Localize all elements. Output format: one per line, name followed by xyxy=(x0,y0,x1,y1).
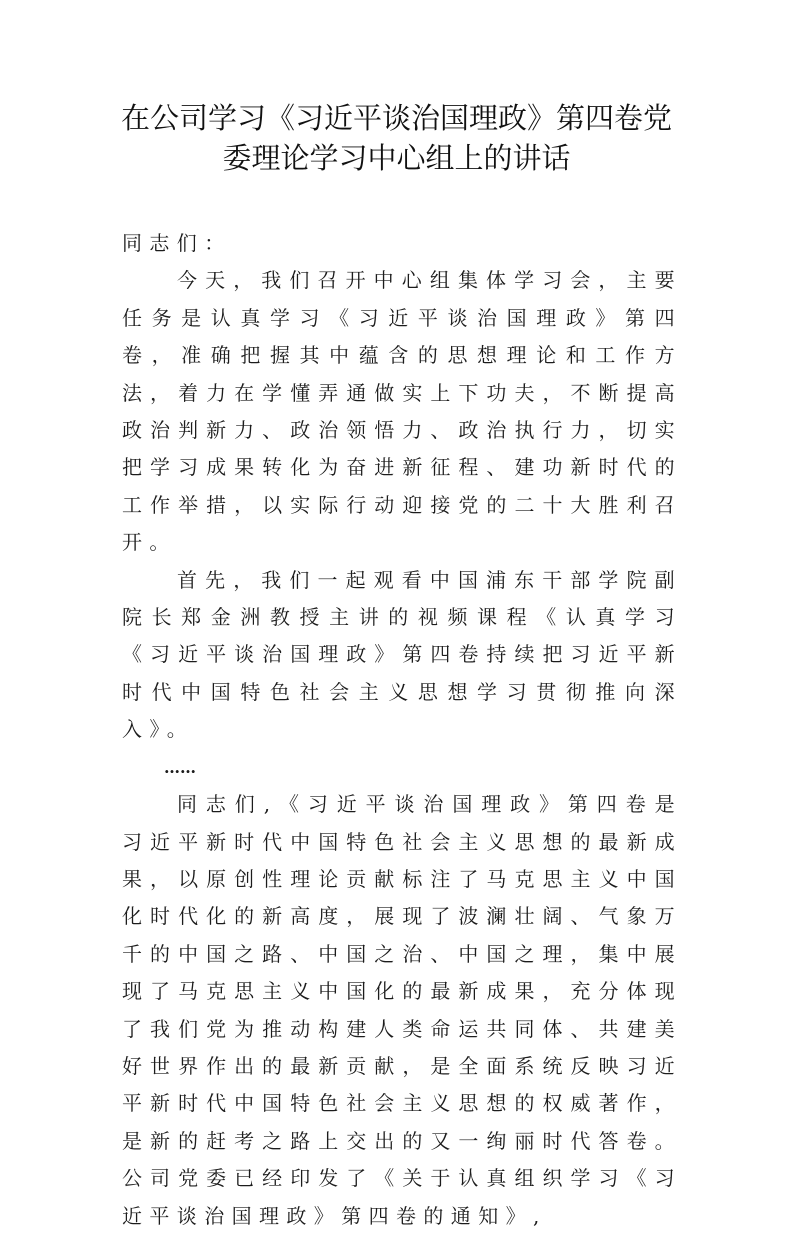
document-title xyxy=(100,98,693,178)
ellipsis-marker: …… xyxy=(164,757,196,777)
salutation: 同志们： xyxy=(122,231,232,255)
document-body xyxy=(122,225,682,1235)
title-line-1: 在公司学习《习近平谈治国理政》第四卷党 xyxy=(120,101,672,135)
paragraph-opening: 今天，我们召开中心组集体学习会，主要任务是认真学习《习近平谈治国理政》第四卷，准确把握其中蕴含的思想理论和工作方法，着力在学懂弄通做实上下功夫，不断提高政治判新力、政治领悟力、政治执行力，切实把学习成果转化为奋进新征程、建功新时代的工作举措，以实际行动迎接党的二十大胜利召开。 xyxy=(122,268,682,555)
paragraph-video-course: 首先，我们一起观看中国浦东干部学院副院长郑金洲教授主讲的视频课程《认真学习《习近平谈治国理政》第四卷持续把习近平新时代中国特色社会主义思想学习贯彻推向深入》。 xyxy=(122,567,682,742)
title-line-2: 委理论学习中心组上的讲话 xyxy=(222,141,571,175)
paragraph-volume-four: 同志们,《习近平谈治国理政》第四卷是习近平新时代中国特色社会主义思想的最新成果，以原创性理论贡献标注了马克思主义中国化时代化的新高度，展现了波澜壮阔、气象万千的中国之路、中国之治、中国之理，集中展现了马克思主义中国化的最新成果，充分体现了我们党为推动构建人类命运共同体、共建美好世界作出的最新贡献，是全面系统反映习近平新时代中国特色社会主义思想的权威著作，是新的赶考之路上交出的又一绚丽时代答卷。公司党委已经印发了《关于认真组织学习《习近平谈治国理政》第四卷的通知》, xyxy=(122,792,682,1228)
